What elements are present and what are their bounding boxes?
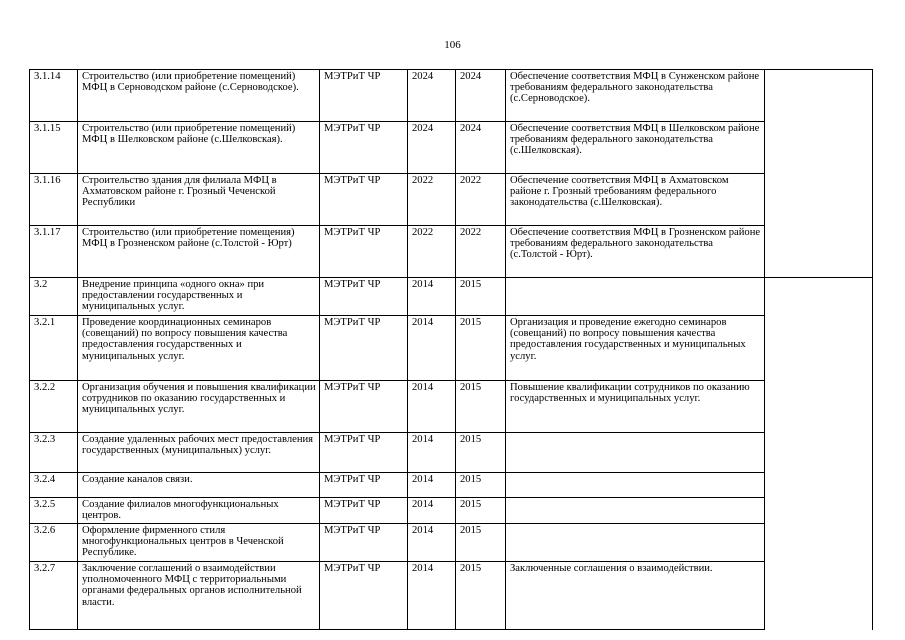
- table-row: [30, 278, 873, 316]
- activity-description: Строительство (или приобретение помещений) МФЦ в Шелковском районе (с.Шелковская).: [78, 122, 320, 174]
- row-number: 3.2.2: [30, 381, 78, 433]
- table-row: [30, 122, 873, 174]
- start-year: 2014: [408, 498, 456, 524]
- activity-description: Строительство здания для филиала МФЦ в Ахматовском районе г. Грозный Чеченской Республики: [78, 174, 320, 226]
- table-row: [30, 381, 873, 433]
- row-number: 3.2.4: [30, 473, 78, 498]
- activity-description: Строительство (или приобретение помещений) МФЦ в Серноводском районе (с.Серноводское).: [78, 70, 320, 122]
- row-number: 3.2.3: [30, 433, 78, 473]
- table-body: [30, 70, 873, 630]
- activity-description: Создание каналов связи.: [78, 473, 320, 498]
- start-year: 2014: [408, 473, 456, 498]
- executor: МЭТРиТ ЧР: [320, 473, 408, 498]
- notes-cell: [765, 562, 873, 630]
- end-year: 2015: [456, 381, 506, 433]
- start-year: 2014: [408, 381, 456, 433]
- expected-result: Обеспечение соответствия МФЦ в Ахматовском районе г. Грозный требованиям федерального законодательства (с.Шелковская).: [506, 174, 765, 226]
- notes-cell: [765, 433, 873, 473]
- executor: МЭТРиТ ЧР: [320, 381, 408, 433]
- expected-result: Обеспечение соответствия МФЦ в Шелковском районе требованиям федерального законодательства (с.Шелковская).: [506, 122, 765, 174]
- start-year: 2014: [408, 562, 456, 630]
- expected-result: Организация и проведение ежегодно семинаров (совещаний) по вопросу повышения качества предоставления государственных и муниципальных услуг.: [506, 316, 765, 381]
- executor: МЭТРиТ ЧР: [320, 70, 408, 122]
- end-year: 2015: [456, 433, 506, 473]
- activity-description: Строительство (или приобретение помещения) МФЦ в Грозненском районе (с.Толстой - Юрт): [78, 226, 320, 278]
- end-year: 2015: [456, 316, 506, 381]
- expected-result: [506, 433, 765, 473]
- end-year: 2015: [456, 278, 506, 316]
- end-year: 2015: [456, 473, 506, 498]
- table-row: [30, 433, 873, 473]
- end-year: 2015: [456, 524, 506, 562]
- executor: МЭТРиТ ЧР: [320, 562, 408, 630]
- row-number: 3.2: [30, 278, 78, 316]
- start-year: 2024: [408, 70, 456, 122]
- row-number: 3.2.1: [30, 316, 78, 381]
- row-number: 3.1.17: [30, 226, 78, 278]
- row-number: 3.1.16: [30, 174, 78, 226]
- notes-cell: [765, 278, 873, 316]
- activity-description: Оформление фирменного стиля многофункциональных центров в Чеченской Республике.: [78, 524, 320, 562]
- activity-description: Заключение соглашений о взаимодействии уполномоченного МФЦ с территориальными органами федеральных органов исполнительной власти.: [78, 562, 320, 630]
- executor: МЭТРиТ ЧР: [320, 433, 408, 473]
- expected-result: [506, 278, 765, 316]
- activity-description: Организация обучения и повышения квалификации сотрудников по оказанию государственных и муниципальных услуг.: [78, 381, 320, 433]
- executor: МЭТРиТ ЧР: [320, 122, 408, 174]
- executor: МЭТРиТ ЧР: [320, 498, 408, 524]
- table-row: [30, 524, 873, 562]
- notes-cell: [765, 316, 873, 381]
- notes-cell: [765, 70, 873, 278]
- executor: МЭТРиТ ЧР: [320, 174, 408, 226]
- activity-description: Создание филиалов многофункциональных центров.: [78, 498, 320, 524]
- end-year: 2024: [456, 70, 506, 122]
- activity-description: Создание удаленных рабочих мест предоставления государственных (муниципальных) услуг.: [78, 433, 320, 473]
- executor: МЭТРиТ ЧР: [320, 316, 408, 381]
- start-year: 2014: [408, 278, 456, 316]
- expected-result: Обеспечение соответствия МФЦ в Сунженском районе требованиям федерального законодательства (с.Серноводское).: [506, 70, 765, 122]
- row-number: 3.2.5: [30, 498, 78, 524]
- table-row: [30, 498, 873, 524]
- start-year: 2014: [408, 433, 456, 473]
- expected-result: [506, 473, 765, 498]
- end-year: 2015: [456, 562, 506, 630]
- activity-description: Проведение координационных семинаров (совещаний) по вопросу повышения качества предоставления государственных и муниципальных услуг.: [78, 316, 320, 381]
- expected-result: Повышение квалификации сотрудников по оказанию государственных и муниципальных услуг.: [506, 381, 765, 433]
- end-year: 2022: [456, 174, 506, 226]
- table-row: [30, 226, 873, 278]
- row-number: 3.2.6: [30, 524, 78, 562]
- executor: МЭТРиТ ЧР: [320, 278, 408, 316]
- notes-cell: [765, 381, 873, 433]
- notes-cell: [765, 524, 873, 562]
- notes-cell: [765, 498, 873, 524]
- end-year: 2015: [456, 498, 506, 524]
- page-number: 106: [444, 39, 461, 51]
- table-row: [30, 174, 873, 226]
- start-year: 2022: [408, 226, 456, 278]
- table-row: [30, 562, 873, 630]
- row-number: 3.1.14: [30, 70, 78, 122]
- row-number: 3.2.7: [30, 562, 78, 630]
- expected-result: [506, 524, 765, 562]
- end-year: 2022: [456, 226, 506, 278]
- expected-result: Заключенные соглашения о взаимодействии.: [506, 562, 765, 630]
- end-year: 2024: [456, 122, 506, 174]
- start-year: 2022: [408, 174, 456, 226]
- row-number: 3.1.15: [30, 122, 78, 174]
- start-year: 2014: [408, 316, 456, 381]
- start-year: 2024: [408, 122, 456, 174]
- notes-cell: [765, 473, 873, 498]
- program-activities-table: [29, 69, 873, 630]
- executor: МЭТРиТ ЧР: [320, 226, 408, 278]
- activity-description: Внедрение принципа «одного окна» при предоставлении государственных и муниципальных услуг.: [78, 278, 320, 316]
- table-row: [30, 316, 873, 381]
- expected-result: Обеспечение соответствия МФЦ в Грозненском районе требованиям федерального законодательства (с.Толстой - Юрт).: [506, 226, 765, 278]
- table-row: [30, 70, 873, 122]
- start-year: 2014: [408, 524, 456, 562]
- expected-result: [506, 498, 765, 524]
- executor: МЭТРиТ ЧР: [320, 524, 408, 562]
- table-row: [30, 473, 873, 498]
